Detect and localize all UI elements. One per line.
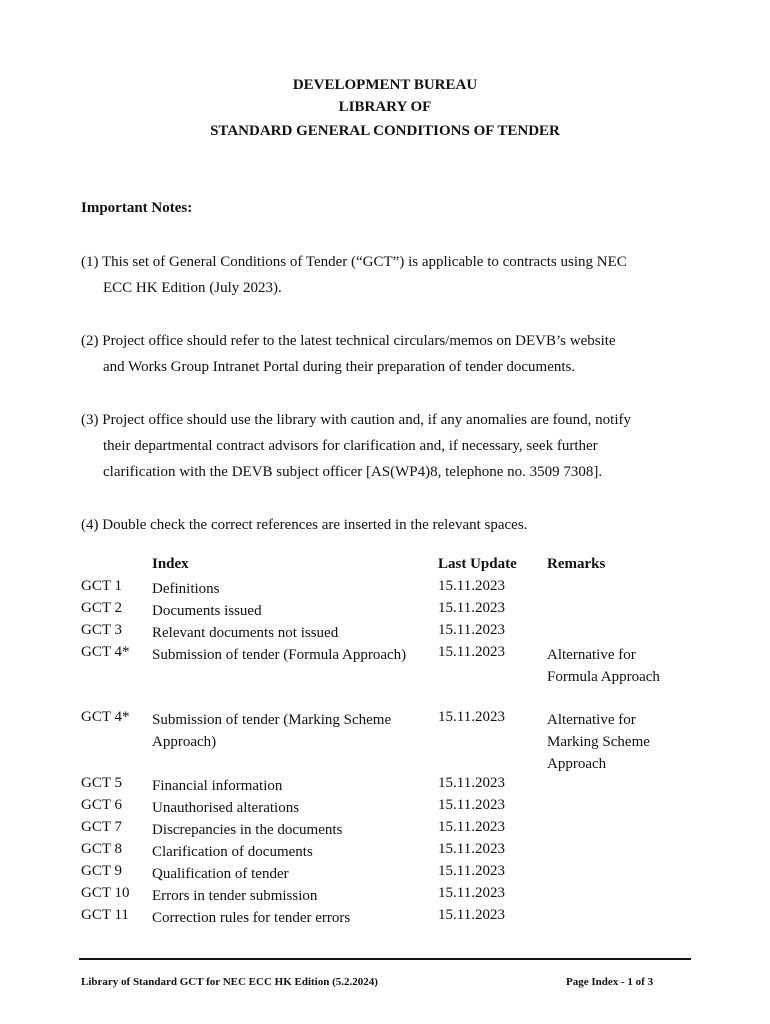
note-4: (4) Double check the correct references are inserted in the relevant spaces.: [81, 517, 528, 533]
note-1: [81, 249, 688, 301]
header-title-line2: LIBRARY OF: [338, 99, 432, 115]
table-row: [81, 644, 701, 685]
note-3-line-2: their departmental contract advisors for clarification and, if necessary, seek further: [103, 438, 598, 454]
column-header-last-update: Last Update: [438, 556, 517, 572]
row-code: GCT 11: [81, 907, 129, 923]
row-date: 15.11.2023: [438, 819, 505, 835]
row-index: Submission of tender (Marking Scheme Approach): [152, 712, 392, 750]
row-code: GCT 8: [81, 841, 122, 857]
note-2: [81, 328, 688, 380]
row-index: Discrepancies in the documents: [152, 822, 343, 838]
table-row: [81, 863, 701, 885]
table-row: [81, 709, 701, 772]
footer-page-number: Page Index - 1 of 3: [566, 976, 654, 988]
row-index: Qualification of tender: [152, 866, 289, 882]
row-date: 15.11.2023: [438, 644, 505, 660]
row-index: Documents issued: [152, 603, 262, 619]
row-date: 15.11.2023: [438, 622, 505, 638]
row-code: GCT 3: [81, 622, 122, 638]
row-index: Unauthorised alterations: [152, 800, 300, 816]
row-date: 15.11.2023: [438, 775, 505, 791]
table-row: [81, 819, 701, 841]
row-date: 15.11.2023: [438, 885, 505, 901]
header-title-line3: STANDARD GENERAL CONDITIONS OF TENDER: [210, 123, 560, 139]
table-row: [81, 600, 701, 622]
row-code: GCT 4*: [81, 644, 130, 660]
row-code: GCT 2: [81, 600, 122, 616]
row-remarks: Alternative for Formula Approach: [547, 647, 660, 685]
row-remarks: Alternative for Marking Scheme Approach: [547, 712, 650, 772]
footer-divider: [79, 958, 691, 960]
note-3: [81, 407, 688, 485]
footer-document-title: Library of Standard GCT for NEC ECC HK Edition (5.2.2024): [81, 976, 378, 988]
note-1-line-2: ECC HK Edition (July 2023).: [103, 280, 282, 296]
note-3-line-1: (3) Project office should use the library with caution and, if any anomalies are found, notify: [81, 412, 631, 428]
notes-heading: Important Notes:: [81, 200, 193, 216]
row-code: GCT 5: [81, 775, 122, 791]
column-header-remarks: Remarks: [547, 556, 606, 572]
table-row: [81, 907, 701, 929]
row-code: GCT 4*: [81, 709, 130, 725]
table-row: [81, 775, 701, 797]
table-row: [81, 797, 701, 819]
row-code: GCT 10: [81, 885, 130, 901]
row-index: Correction rules for tender errors: [152, 910, 351, 926]
row-date: 15.11.2023: [438, 841, 505, 857]
row-date: 15.11.2023: [438, 709, 505, 725]
row-code: GCT 7: [81, 819, 122, 835]
row-code: GCT 9: [81, 863, 122, 879]
row-code: GCT 1: [81, 578, 122, 594]
row-index: Clarification of documents: [152, 844, 313, 860]
column-header-index: Index: [152, 556, 189, 572]
row-date: 15.11.2023: [438, 907, 505, 923]
note-2-line-2: and Works Group Intranet Portal during their preparation of tender documents.: [103, 359, 576, 375]
row-date: 15.11.2023: [438, 797, 505, 813]
note-1-line-1: (1) This set of General Conditions of Tender (“GCT”) is applicable to contracts using NEC: [81, 254, 627, 270]
table-row: [81, 622, 701, 644]
header-title-line1: DEVELOPMENT BUREAU: [292, 77, 478, 93]
row-index: Submission of tender (Formula Approach): [152, 647, 407, 663]
row-code: GCT 6: [81, 797, 122, 813]
row-index: Financial information: [152, 778, 283, 794]
table-row: [81, 841, 701, 863]
table-row: [81, 885, 701, 907]
row-index: Errors in tender submission: [152, 888, 318, 904]
row-date: 15.11.2023: [438, 863, 505, 879]
note-2-line-1: (2) Project office should refer to the latest technical circulars/memos on DEVB’s website: [81, 333, 616, 349]
row-index: Definitions: [152, 581, 220, 597]
row-date: 15.11.2023: [438, 600, 505, 616]
table-row: [81, 578, 701, 600]
note-3-line-3: clarification with the DEVB subject officer [AS(WP4)8, telephone no. 3509 7308].: [103, 464, 603, 480]
row-index: Relevant documents not issued: [152, 625, 339, 641]
row-date: 15.11.2023: [438, 578, 505, 594]
